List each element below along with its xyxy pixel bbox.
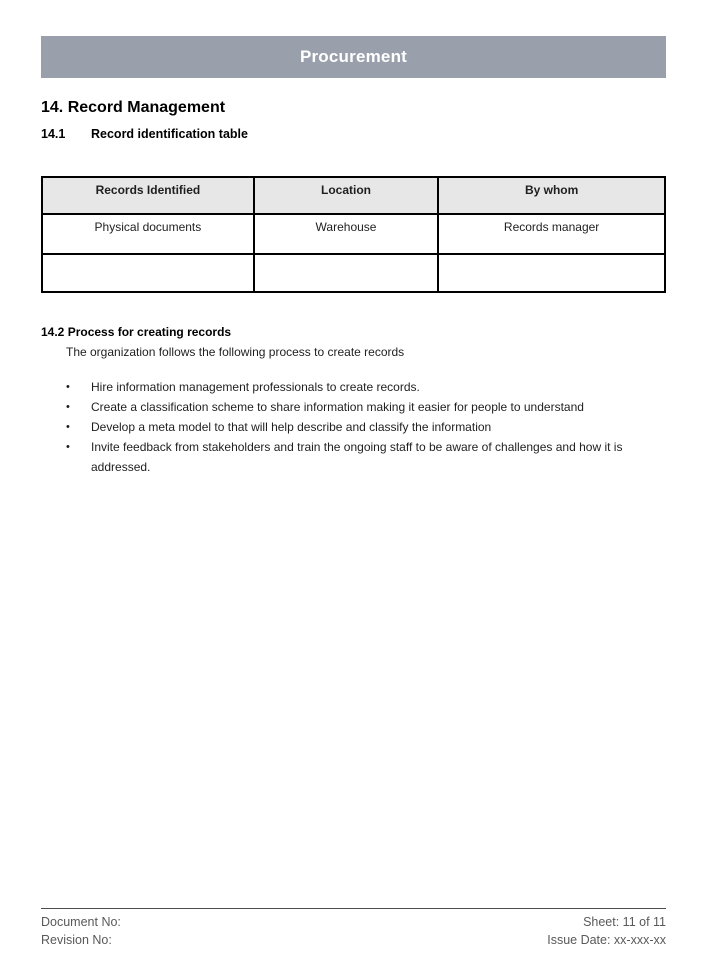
bullet-text: Develop a meta model to that will help describe and classify the information (91, 420, 492, 434)
footer-row (41, 913, 666, 931)
process-bullet-list (41, 377, 670, 477)
table-cell-empty (254, 254, 438, 292)
banner-title: Procurement (299, 47, 408, 66)
page-header-banner (41, 36, 666, 78)
list-item (66, 417, 670, 437)
footer-row (41, 931, 666, 949)
sheet-number: Sheet: 11 of 11 (583, 915, 666, 929)
bullet-icon: • (66, 381, 70, 393)
column-header-records-identified: Records Identified (42, 177, 254, 214)
bullet-text: Invite feedback from stakeholders and train the ongoing staff to be aware of challenges and how it is addressed. (91, 440, 623, 474)
column-header-location: Location (254, 177, 438, 214)
list-item (66, 377, 670, 397)
subsection-heading-14-1 (41, 127, 248, 141)
subsection-title: Record identification table (91, 127, 248, 141)
column-header-by-whom: By whom (438, 177, 665, 214)
table-cell-empty (42, 254, 254, 292)
revision-no-label: Revision No: (41, 933, 112, 947)
bullet-icon: • (66, 421, 70, 433)
table-row (42, 214, 665, 254)
page-footer (41, 908, 666, 949)
table-cell-location: Warehouse (254, 214, 438, 254)
process-section (41, 322, 670, 477)
table-cell-empty (438, 254, 665, 292)
subsection-number: 14.1 (41, 127, 66, 141)
list-item (66, 437, 670, 477)
table-header-row (42, 177, 665, 214)
record-identification-table (41, 176, 666, 293)
table-cell-records-identified: Physical documents (42, 214, 254, 254)
issue-date: Issue Date: xx-xxx-xx (547, 933, 666, 947)
bullet-icon: • (66, 401, 70, 413)
table-row-empty (42, 254, 665, 292)
list-item (66, 397, 670, 417)
document-no-label: Document No: (41, 915, 121, 929)
process-intro-text: The organization follows the following process to create records (66, 345, 405, 359)
table-cell-by-whom: Records manager (438, 214, 665, 254)
bullet-text: Hire information management professionals to create records. (91, 380, 420, 394)
subsection-heading-14-2: 14.2 Process for creating records (41, 325, 232, 339)
bullet-text: Create a classification scheme to share information making it easier for people to understand (91, 400, 584, 414)
bullet-icon: • (66, 441, 70, 453)
section-heading: 14. Record Management (41, 99, 226, 116)
